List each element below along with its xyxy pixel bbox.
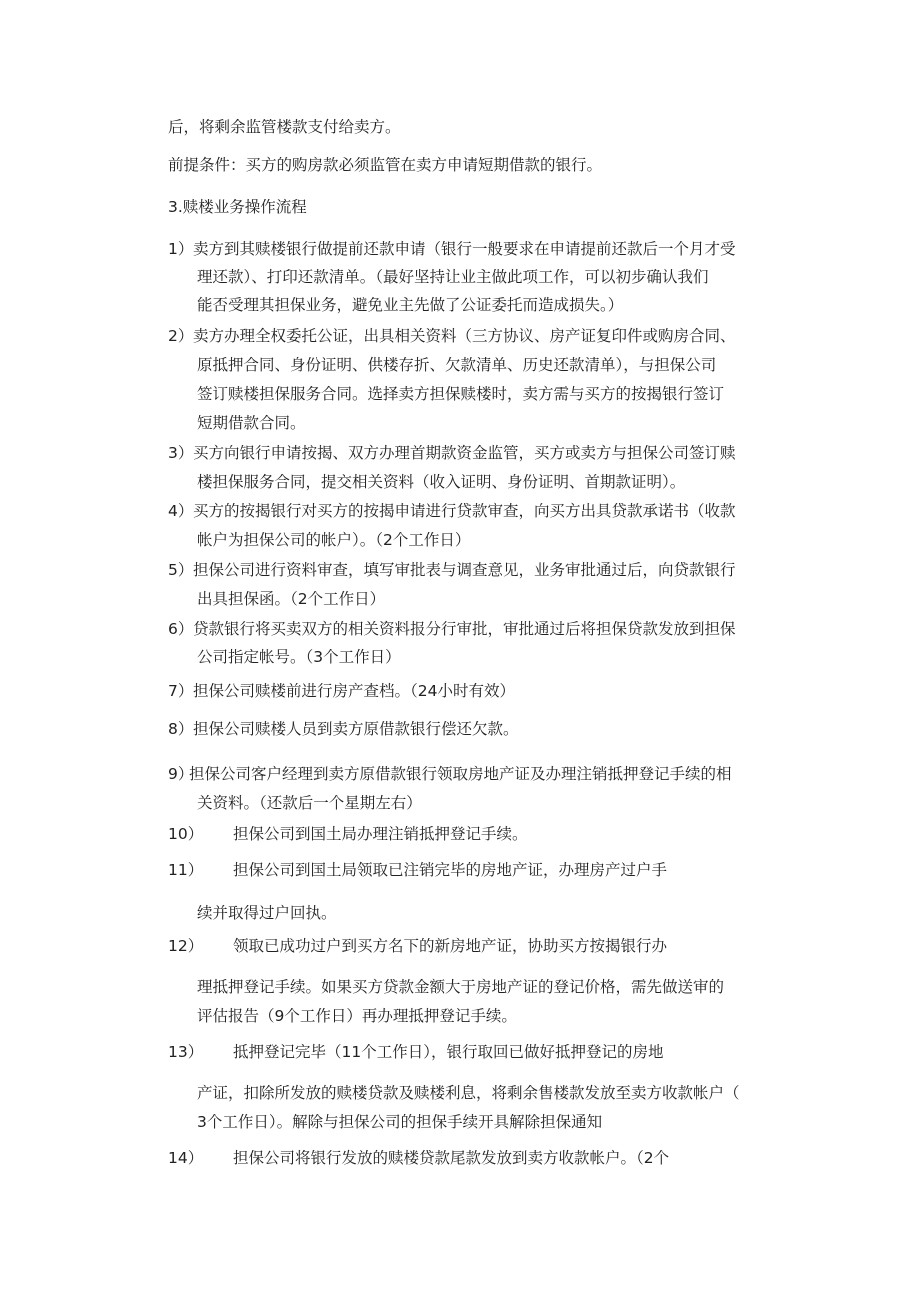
intro-line-1: 后，将剩余监管楼款支付给卖方。 xyxy=(168,118,401,136)
step-4-line-2: 帐户为担保公司的帐户）。（2个工作日） xyxy=(197,531,471,549)
step-1-line-3: 能否受理其担保业务，避免业主先做了公证委托而造成损失。） xyxy=(197,296,624,314)
step-14-line-1: 担保公司将银行发放的赎楼贷款尾款发放到卖方收款帐户。（2个 xyxy=(233,1149,670,1167)
step-9-line-2: 关资料。（还款后一个星期左右） xyxy=(197,794,422,812)
step-8-line-1: 担保公司赎楼人员到卖方原借款银行偿还欠款。 xyxy=(193,720,519,738)
step-6-line-1: 贷款银行将买卖双方的相关资料报分行审批，审批通过后将担保贷款发放到担保 xyxy=(193,620,736,638)
step-13-number: 13） xyxy=(168,1043,204,1061)
step-7-number: 7） xyxy=(168,682,194,700)
step-2-line-4: 短期借款合同。 xyxy=(197,414,306,432)
step-5-line-2: 出具担保函。（2个工作日） xyxy=(197,590,386,608)
step-4-number: 4） xyxy=(168,502,194,520)
step-7-line-1: 担保公司赎楼前进行房产查档。（24小时有效） xyxy=(193,682,515,700)
step-1-line-1: 卖方到其赎楼银行做提前还款申请（银行一般要求在申请提前还款后一个月才受 xyxy=(193,240,736,258)
step-4-line-1: 买方的按揭银行对买方的按揭申请进行贷款审查，向买方出具贷款承诺书（收款 xyxy=(193,502,736,520)
step-2-line-3: 签订赎楼担保服务合同。选择卖方担保赎楼时，卖方需与买方的按揭银行签订 xyxy=(197,385,725,403)
step-12-line-2: 理抵押登记手续。如果买方贷款金额大于房地产证的登记价格，需先做送审的 xyxy=(197,978,725,996)
step-8-number: 8） xyxy=(168,720,194,738)
step-6-line-2: 公司指定帐号。（3个工作日） xyxy=(197,648,401,666)
step-12-line-3: 评估报告（9个工作日）再办理抵押登记手续。 xyxy=(197,1007,517,1025)
step-6-number: 6） xyxy=(168,620,194,638)
step-5-line-1: 担保公司进行资料审查，填写审批表与调查意见，业务审批通过后，向贷款银行 xyxy=(193,561,736,579)
step-13-line-1: 抵押登记完毕（11个工作日），银行取回已做好抵押登记的房地 xyxy=(233,1043,664,1061)
step-1-line-2: 理还款）、打印还款清单。（最好坚持让业主做此项工作，可以初步确认我们 xyxy=(197,268,709,286)
step-10-line-1: 担保公司到国土局办理注销抵押登记手续。 xyxy=(233,825,528,843)
step-9-number: 9） xyxy=(168,765,194,783)
step-2-number: 2） xyxy=(168,327,194,345)
step-11-line-2: 续并取得过户回执。 xyxy=(197,904,337,922)
step-1-number: 1） xyxy=(168,240,194,258)
step-3-line-1: 买方向银行申请按揭、双方办理首期款资金监管，买方或卖方与担保公司签订赎 xyxy=(193,444,736,462)
step-12-number: 12） xyxy=(168,937,204,955)
step-12-line-1: 领取已成功过户到买方名下的新房地产证，协助买方按揭银行办 xyxy=(233,937,668,955)
intro-line-2: 前提条件：买方的购房款必须监管在卖方申请短期借款的银行。 xyxy=(168,156,603,174)
step-3-number: 3） xyxy=(168,444,194,462)
step-2-line-2: 原抵押合同、身份证明、供楼存折、欠款清单、历史还款清单），与担保公司 xyxy=(197,356,717,374)
step-11-number: 11） xyxy=(168,861,204,879)
step-3-line-2: 楼担保服务合同，提交相关资料（收入证明、身份证明、首期款证明）。 xyxy=(197,473,686,491)
step-5-number: 5） xyxy=(168,561,194,579)
step-13-line-2: 产证，扣除所发放的赎楼贷款及赎楼利息，将剩余售楼款发放至卖方收款帐户（ xyxy=(197,1084,740,1102)
step-2-line-1: 卖方办理全权委托公证，出具相关资料（三方协议、房产证复印件或购房合同、 xyxy=(193,327,736,345)
step-13-line-3: 3个工作日）。解除与担保公司的担保手续开具解除担保通知 xyxy=(197,1113,603,1131)
step-9-line-1: 担保公司客户经理到卖方原借款银行领取房地产证及办理注销抵押登记手续的相 xyxy=(189,765,732,783)
step-11-line-1: 担保公司到国土局领取已注销完毕的房地产证，办理房产过户手 xyxy=(233,861,668,879)
step-14-number: 14） xyxy=(168,1149,204,1167)
section-title: 3.赎楼业务操作流程 xyxy=(168,198,307,216)
step-10-number: 10） xyxy=(168,825,204,843)
